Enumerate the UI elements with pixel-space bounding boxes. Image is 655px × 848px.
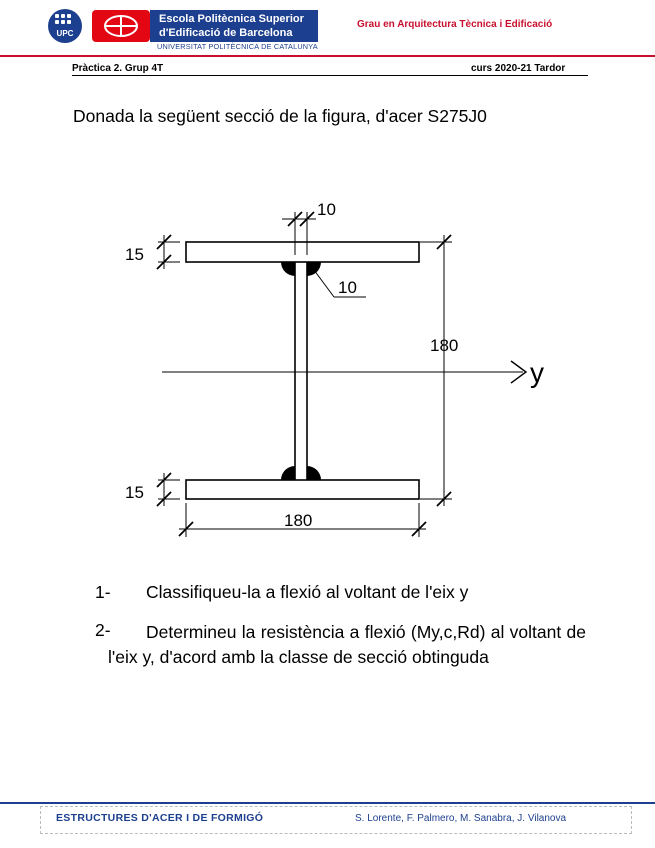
top-flange	[186, 242, 419, 262]
footer-divider	[0, 802, 655, 804]
subheader-divider	[72, 75, 588, 76]
bottom-flange	[186, 480, 419, 499]
dim-bottom-flange-label: 15	[125, 483, 144, 502]
dim-height-label: 180	[430, 336, 459, 355]
school-name-box	[150, 10, 318, 42]
i-section-diagram	[0, 185, 655, 560]
school-logo-icon	[92, 10, 150, 42]
dim-web-label: 10	[317, 200, 336, 219]
axis-y-label: y	[530, 357, 544, 388]
header-divider	[0, 55, 655, 57]
footer-authors: S. Lorente, F. Palmero, M. Sanabra, J. Vilanova	[355, 813, 567, 824]
problem-intro: Donada la següent secció de la figura, d'acer S275J0	[73, 106, 487, 126]
question-1-text: Classifiqueu-la a flexió al voltant de l'eix y	[146, 582, 469, 602]
practice-label: Pràctica 2. Grup 4T	[72, 63, 164, 74]
school-name-line1: Escola Politècnica Superior	[159, 13, 304, 25]
fillets	[281, 262, 321, 480]
dim-top-flange-label: 15	[125, 245, 144, 264]
dim-width-label: 180	[284, 511, 313, 530]
question-2-text: Determineu la resistència a flexió (My,c,Rd) al voltant de l'eix y, d'acord amb la classe de secció obtinguda	[108, 622, 586, 667]
footer-course-title: ESTRUCTURES D'ACER I DE FORMIGÓ	[56, 812, 264, 824]
upc-logo-text: UPC	[56, 29, 74, 38]
upc-logo	[48, 9, 82, 43]
question-1-number: 1-	[95, 582, 111, 602]
course-label: curs 2020-21 Tardor	[471, 63, 566, 74]
university-name: UNIVERSITAT POLITÈCNICA DE CATALUNYA	[157, 42, 318, 51]
degree-title: Grau en Arquitectura Tècnica i Edificació	[357, 19, 553, 30]
school-name-line2: d'Edificació de Barcelona	[159, 27, 293, 39]
dim-fillet-label: 10	[338, 278, 357, 297]
question-2-number: 2-	[95, 620, 111, 640]
